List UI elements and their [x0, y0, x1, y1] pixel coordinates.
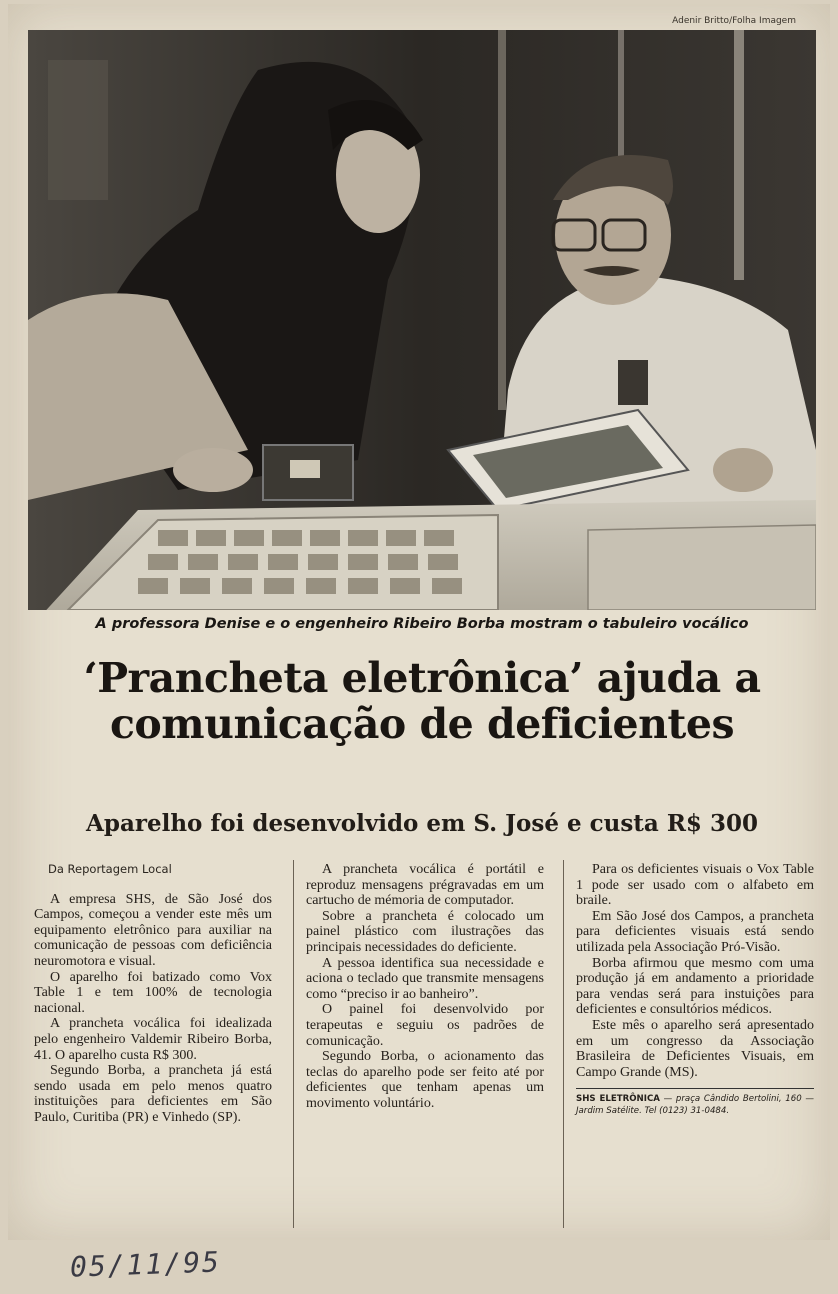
paragraph: A prancheta vocálica foi idealizada pelo engenheiro Valdemir Ribeiro Borba, 41. O aparelho custa R$ 300. — [34, 1016, 272, 1063]
paragraph: Segundo Borba, a prancheta já está sendo usada em pelo menos quatro instituições para deficientes em São Paulo, Curitiba (PR) e Vinhedo (SP). — [34, 1063, 272, 1125]
company-name: SHS ELETRÔNICA — [576, 1094, 660, 1105]
paragraph: Segundo Borba, o acionamento das teclas do aparelho pode ser feito até por deficientes que tenham apenas um movimento voluntário. — [306, 1049, 544, 1111]
paragraph: Este mês o aparelho será apresentado em um congresso da Associação Brasileira de Deficientes Visuais, em Campo Grande (MS). — [576, 1017, 814, 1080]
photo-credit: Adenir Britto/Folha Imagem — [672, 16, 796, 26]
article-column-1 — [34, 862, 272, 1126]
paragraph: O aparelho foi batizado como Vox Table 1 e tem 100% de tecnologia nacional. — [34, 969, 272, 1016]
photo-illustration — [28, 30, 816, 610]
column-divider — [563, 860, 564, 1228]
handwritten-date: 05/11/95 — [69, 1245, 222, 1284]
paragraph: Borba afirmou que mesmo com uma produção já em andamento a prioridade para vendas será para instuições para deficientes e consultórios médicos. — [576, 955, 814, 1018]
newspaper-clipping — [8, 4, 830, 1240]
paragraph: Para os deficientes visuais o Vox Table 1 pode ser usado com o alfabeto em braile. — [576, 862, 814, 909]
paragraph: A empresa SHS, de São José dos Campos, começou a vender este mês um equipamento eletrônico para auxiliar na comunicação de pessoas com deficiência neuromotora e visual. — [34, 891, 272, 969]
article-column-3 — [576, 862, 814, 1117]
column-divider — [293, 860, 294, 1228]
paragraph: O painel foi desenvolvido por terapeutas e seguiu os padrões de comunicação. — [306, 1002, 544, 1049]
headline: ‘Prancheta eletrônica’ ajuda a comunicação de deficientes — [83, 654, 761, 748]
subheadline: Aparelho foi desenvolvido em S. José e custa R$ 300 — [86, 810, 758, 837]
company-info-box — [576, 1088, 814, 1117]
paragraph: Em São José dos Campos, a prancheta para deficientes visuais está sendo utilizada pela Associação Pró-Visão. — [576, 908, 814, 955]
news-photo — [28, 30, 816, 610]
byline: Da Reportagem Local — [48, 862, 172, 876]
photo-caption: A professora Denise e o engenheiro Ribeiro Borba mostram o tabuleiro vocálico — [95, 616, 749, 632]
paragraph: Sobre a prancheta é colocado um painel plástico com ilustrações das principais necessidades do deficiente. — [306, 908, 544, 955]
paragraph: A pessoa identifica sua necessidade e aciona o teclado que transmite mensagens como “preciso ir ao banheiro”. — [306, 955, 544, 1002]
paragraph: A prancheta vocálica é portátil e reproduz mensagens prégravadas em um cartucho de mémoria de computador. — [306, 862, 544, 909]
article-column-2 — [306, 862, 544, 1112]
company-address: — praça Cândido Bertolini, 160 — Jardim Satélite. Tel (0123) 31-0484. — [576, 1094, 814, 1117]
